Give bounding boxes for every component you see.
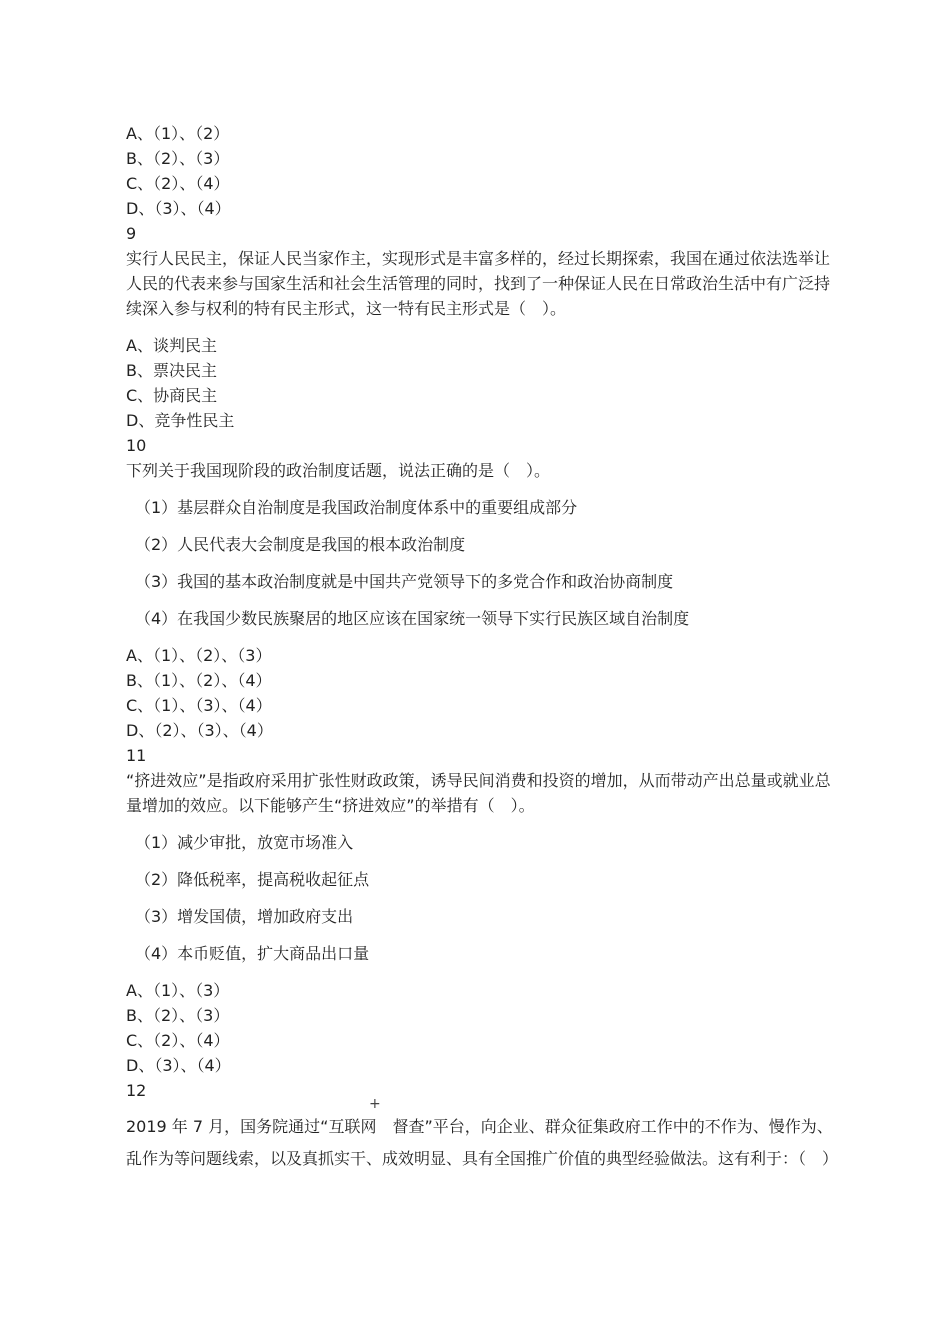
q10-stem: 下列关于我国现阶段的政治制度话题，说法正确的是（ ）。 [126,461,551,480]
q8-option-a: A、（1）、（2） [126,124,230,143]
q9-option-d: D、竞争性民主 [126,411,235,430]
q12-number: 12 [126,1081,147,1100]
q11-option-d: D、（3）、（4） [126,1056,231,1075]
exam-page [126,121,839,1175]
q9-number: 9 [126,224,137,243]
q8-option-c: C、（2）、（4） [126,174,230,193]
q11-option-a: A、（1）、（3） [126,981,230,1000]
q9-options [126,333,836,433]
q10-option-c: C、（1）、（3）、（4） [126,696,272,715]
q10-option-b: B、（1）、（2）、（4） [126,671,272,690]
q11-options [126,978,836,1078]
q10-item-4: （4）在我国少数民族聚居的地区应该在国家统一领导下实行民族区域自治制度 [135,609,690,628]
q11-option-c: C、（2）、（4） [126,1031,230,1050]
q11-number: 11 [126,746,147,765]
q9-stem: 实行人民民主，保证人民当家作主，实现形式是丰富多样的，经过长期探索，我国在通过依法选举让人民的代表来参与国家生活和社会生活管理的同时，找到了一种保证人民在日常政治生活中有广泛持续深入参与权利的特有民主形式，这一特有民主形式是（ ）。 [126,249,831,318]
q11-item-2: （2）降低税率，提高税收起征点 [135,870,370,889]
q9-option-c: C、协商民主 [126,386,218,405]
q10-option-a: A、（1）、（2）、（3） [126,646,272,665]
q8-options [126,121,836,221]
q11-item-3: （3）增发国债，增加政府支出 [135,907,354,926]
q10-options [126,643,836,743]
q12-stem-block [126,1096,839,1175]
q9-option-b: B、票决民主 [126,361,217,380]
q11-item-4: （4）本币贬值，扩大商品出口量 [135,944,370,963]
q10-items [126,495,836,631]
q10-number: 10 [126,436,147,455]
q10-item-1: （1）基层群众自治制度是我国政治制度体系中的重要组成部分 [135,498,578,517]
q9-option-a: A、谈判民主 [126,336,217,355]
q12-plus-mark: + [369,1096,381,1112]
q11-items [126,830,836,966]
q8-option-d: D、（3）、（4） [126,199,231,218]
q10-option-d: D、（2）、（3）、（4） [126,721,273,740]
q11-stem: “挤进效应”是指政府采用扩张性财政政策，诱导民间消费和投资的增加，从而带动产出总量或就业总量增加的效应。以下能够产生“挤进效应”的举措有（ ）。 [126,771,831,815]
q12-stem: 2019 年 7 月，国务院通过“互联网 督查”平台，向企业、群众征集政府工作中的不作为、慢作为、乱作为等问题线索，以及真抓实干、成效明显、具有全国推广价值的典型经验做法。这有利于：（ ） [126,1117,839,1168]
q11-item-1: （1）减少审批，放宽市场准入 [135,833,354,852]
q11-option-b: B、（2）、（3） [126,1006,230,1025]
q10-item-3: （3）我国的基本政治制度就是中国共产党领导下的多党合作和政治协商制度 [135,572,674,591]
q8-option-b: B、（2）、（3） [126,149,230,168]
q10-item-2: （2）人民代表大会制度是我国的根本政治制度 [135,535,466,554]
